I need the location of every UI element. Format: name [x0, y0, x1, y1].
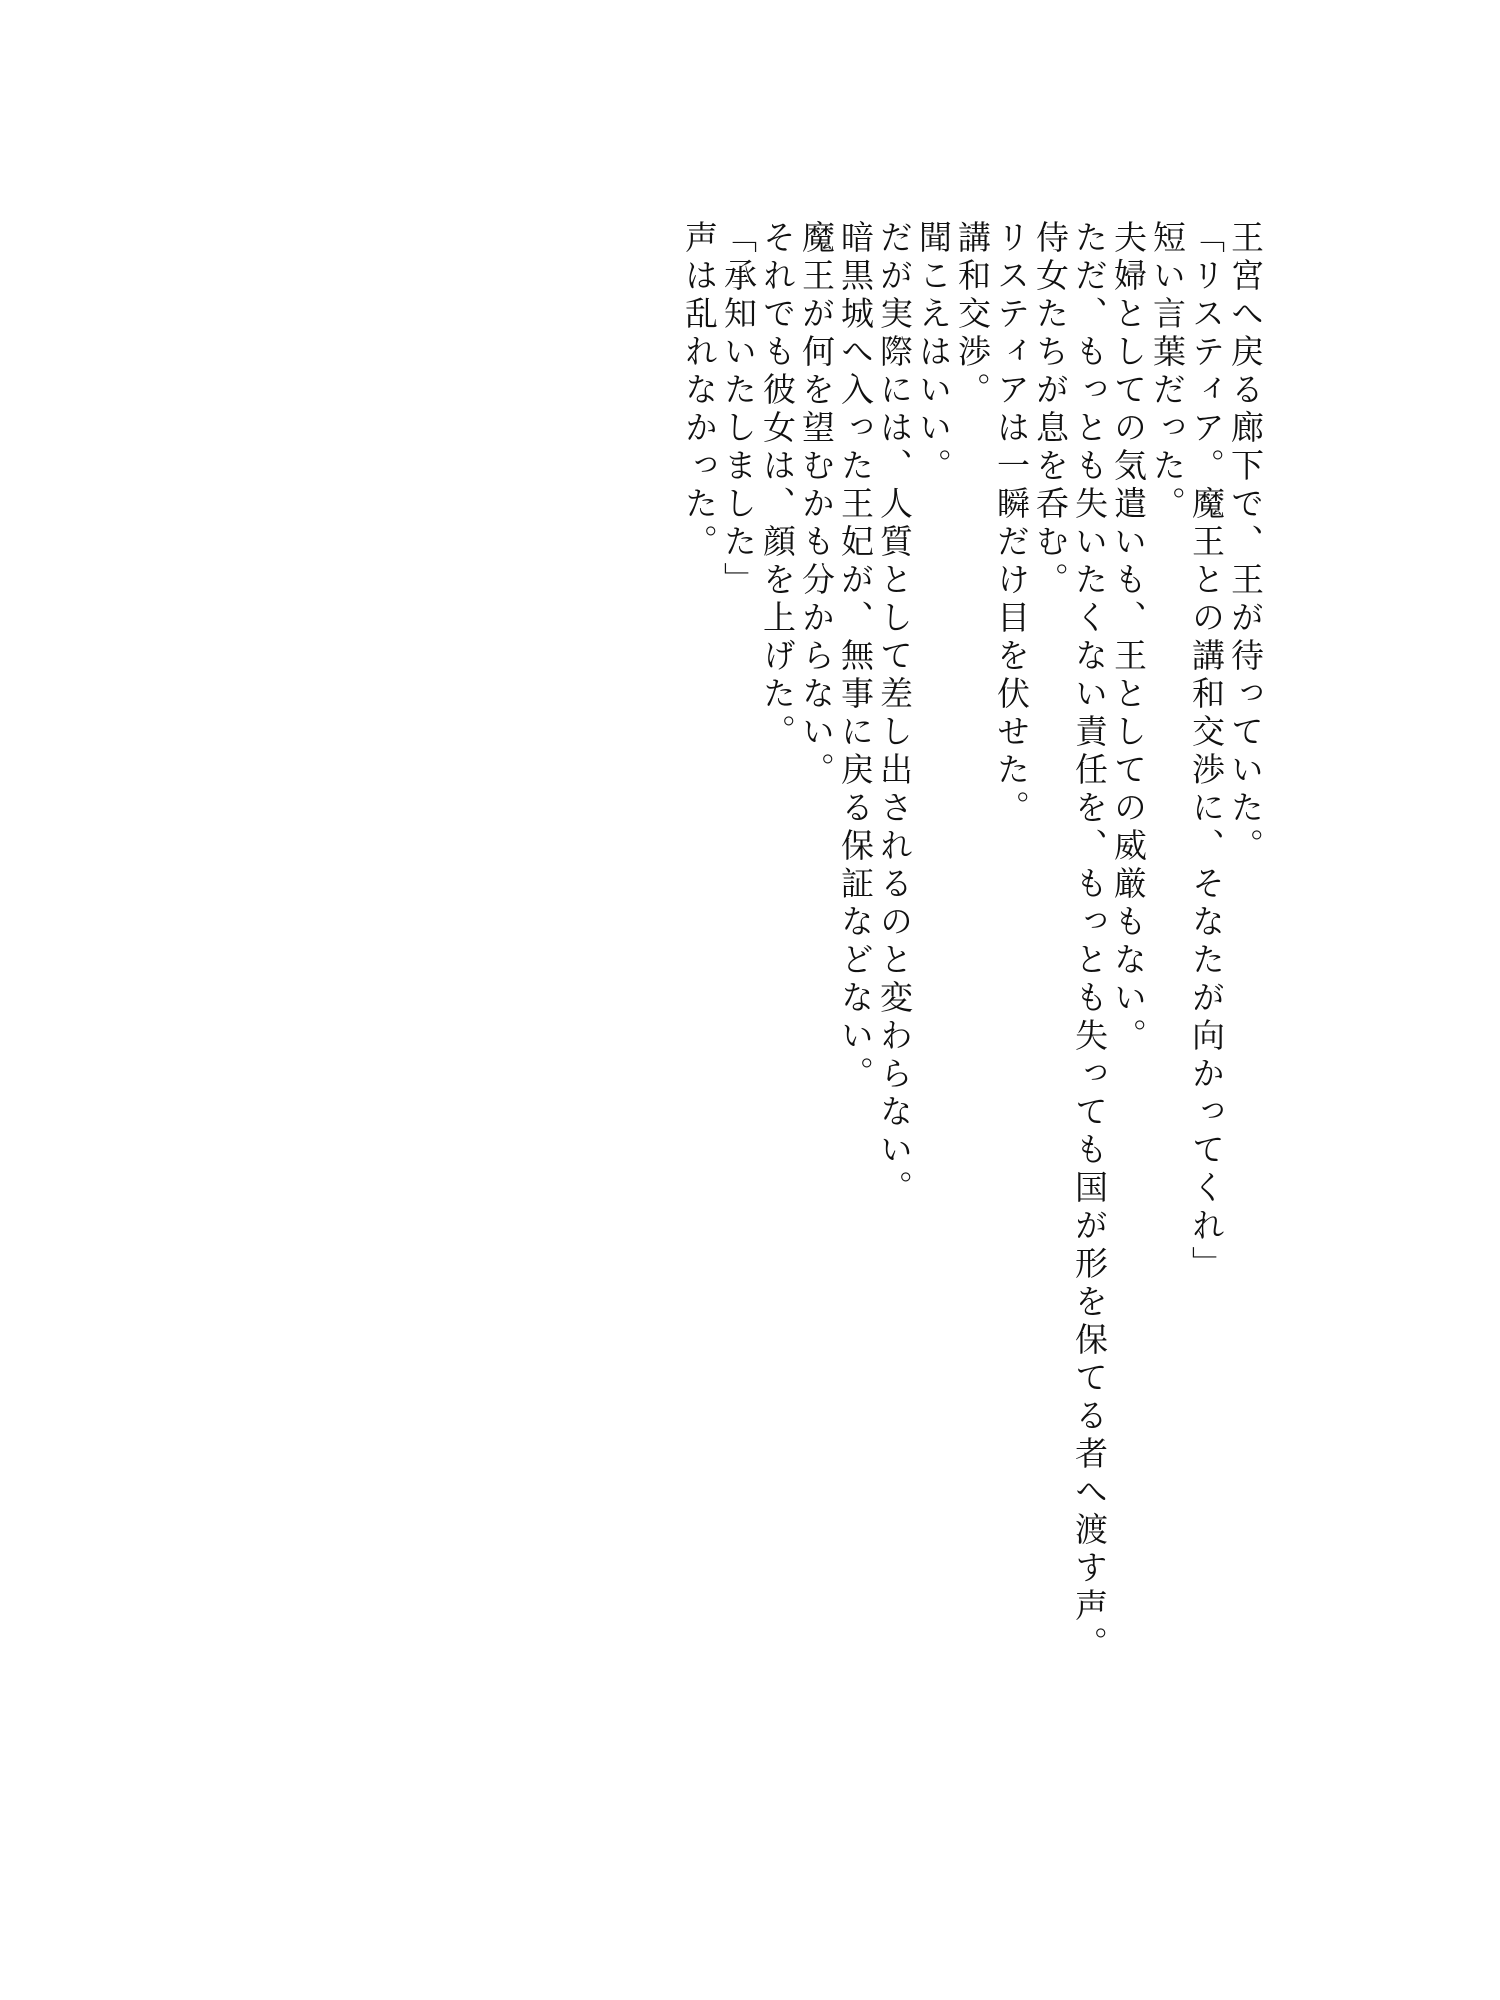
- text-line: 「承知いたしました」: [719, 220, 758, 600]
- text-line: 講和交渉。: [953, 220, 992, 410]
- vertical-text-body: [680, 220, 1265, 1820]
- text-line: 声は乱れなかった。: [680, 220, 719, 562]
- text-line: ただ、もっとも失いたくない責任を、もっとも失っても国が形を保てる者へ渡す声。: [1070, 220, 1109, 1664]
- text-line: 夫婦としての気遣いも、王としての威厳もない。: [1109, 220, 1148, 1056]
- text-line: リスティアは一瞬だけ目を伏せた。: [992, 220, 1031, 828]
- text-line: 魔王が何を望むかも分からない。: [797, 220, 836, 790]
- text-line: それでも彼女は、顔を上げた。: [758, 220, 797, 752]
- text-line: 聞こえはいい。: [914, 220, 953, 486]
- text-line: 王宮へ戻る廊下で、王が待っていた。: [1226, 220, 1265, 866]
- text-line: 侍女たちが息を呑む。: [1031, 220, 1070, 600]
- text-line: だが実際には、人質として差し出されるのと変わらない。: [875, 220, 914, 1208]
- text-line: 「リスティア。魔王との講和交渉に、そなたが向かってくれ」: [1187, 220, 1226, 1284]
- text-line: 暗黒城へ入った王妃が、無事に戻る保証などない。: [836, 220, 875, 1094]
- text-line: 短い言葉だった。: [1148, 220, 1187, 524]
